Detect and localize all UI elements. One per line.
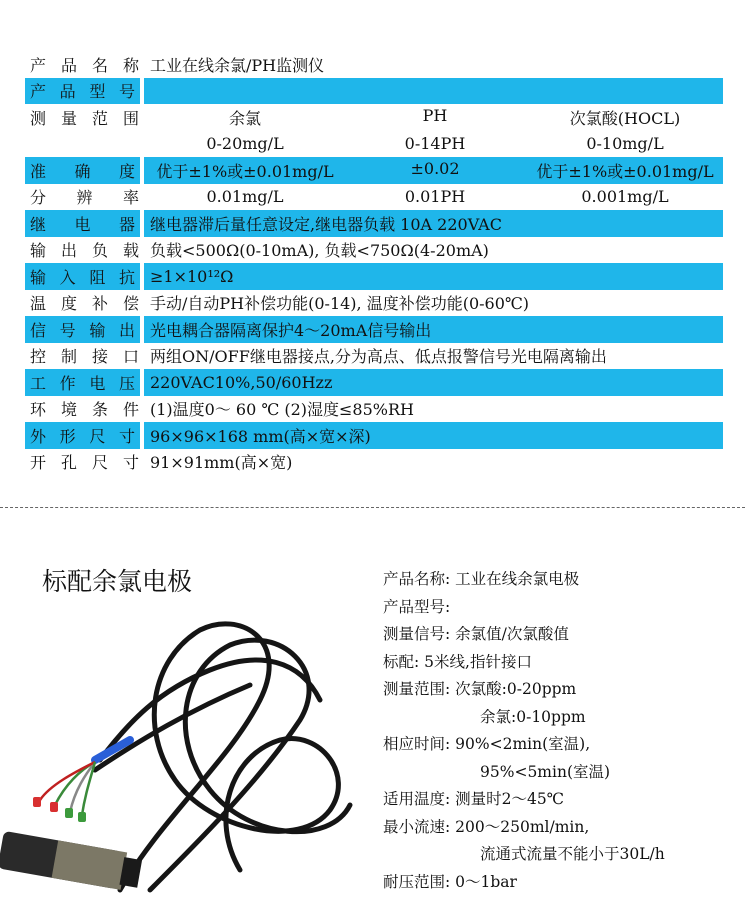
spec-label-char: 信 — [30, 320, 47, 340]
spec-label-char: 寸 — [122, 453, 139, 473]
spec-col-value: 优于±1%或±0.01mg/L — [156, 161, 334, 181]
spec-row — [25, 396, 723, 423]
info-line — [383, 869, 733, 897]
info-key: 耐压范围: — [383, 872, 451, 891]
spec-label — [25, 78, 144, 105]
spec-row — [25, 422, 723, 449]
spec-label-char: 确 — [74, 161, 91, 181]
info-value: 工业在线余氯电极 — [450, 570, 580, 588]
spec-label-char: 开 — [30, 453, 47, 473]
spec-label-char: 电 — [74, 214, 91, 234]
spec-label — [25, 422, 144, 449]
info-key: 产品型号: — [383, 597, 451, 616]
spec-value — [144, 78, 723, 105]
info-line — [383, 676, 733, 704]
spec-table — [25, 51, 723, 475]
spec-row — [25, 157, 723, 184]
spec-label-char: 量 — [60, 108, 77, 128]
spec-label-char: 形 — [59, 426, 76, 446]
spec-label-char: 继 — [30, 214, 47, 234]
spec-col-value: 余氯 — [228, 108, 261, 128]
spec-label — [25, 396, 144, 423]
spec-row — [25, 210, 723, 237]
info-key: 测量范围: — [383, 680, 451, 698]
spec-label-char: 压 — [118, 373, 135, 393]
spec-label-char: 制 — [60, 347, 77, 367]
spec-row — [25, 290, 723, 317]
spec-value — [144, 157, 723, 184]
spec-label-char: 温 — [30, 294, 47, 314]
spec-label — [25, 263, 144, 290]
spec-label — [25, 369, 144, 396]
info-key: 标配: — [383, 652, 420, 671]
spec-label-char: 件 — [122, 400, 139, 420]
spec-value: 负载<500Ω(0-10mA), 负载<750Ω(4-20mA) — [150, 241, 489, 261]
spec-value: 继电器滞后量任意设定,继电器负载 10A 220VAC — [144, 210, 723, 237]
info-line — [383, 594, 733, 622]
spec-label-char: 号 — [59, 320, 76, 340]
spec-label-char: 产 — [30, 55, 47, 75]
spec-label-char: 作 — [59, 373, 76, 393]
spec-value: 96×96×168 mm(高×宽×深) — [144, 422, 723, 449]
spec-label-char: 口 — [122, 347, 139, 367]
spec-label-char: 入 — [59, 267, 76, 287]
spec-label-char: 环 — [30, 400, 47, 420]
spec-row — [25, 104, 723, 131]
info-value: 90%<2min(室温), — [450, 735, 591, 753]
info-key: 相应时间: — [383, 735, 451, 753]
spec-label — [25, 316, 144, 343]
spec-label-char: 寸 — [118, 426, 135, 446]
spec-row — [25, 316, 723, 343]
spec-col-value: 0-20mg/L — [206, 134, 284, 154]
info-line — [383, 566, 733, 594]
spec-label-char: 尺 — [89, 426, 106, 446]
spec-label-char: 孔 — [60, 453, 77, 473]
divider — [0, 507, 745, 508]
info-key: 产品名称: — [383, 570, 451, 588]
spec-label-char: 品 — [60, 55, 77, 75]
spec-col-value: 次氯酸(HOCL) — [569, 108, 681, 128]
spec-label-char: 产 — [30, 82, 47, 102]
spec-row — [25, 237, 723, 264]
spec-label — [25, 449, 144, 476]
spec-label-char: 补 — [91, 294, 108, 314]
spec-col-value: 0.001mg/L — [581, 187, 669, 207]
spec-label — [25, 157, 144, 184]
info-key: 适用温度: — [383, 790, 451, 808]
spec-label-char: 名 — [91, 55, 108, 75]
spec-col-value: ±0.02 — [410, 158, 460, 178]
spec-label-char: 称 — [122, 55, 139, 75]
info-line — [383, 731, 733, 759]
info-value: 5米线,指针接口 — [419, 652, 532, 671]
spec-label-char: 条 — [91, 400, 108, 420]
electrode-info — [383, 566, 733, 896]
spec-label-char: 度 — [118, 161, 135, 181]
spec-label-char: 输 — [89, 320, 106, 340]
spec-label-char: 出 — [118, 320, 135, 340]
spec-label-char: 外 — [30, 426, 47, 446]
info-value: 余氯值/次氯酸值 — [450, 625, 569, 643]
spec-value: 91×91mm(高×宽) — [150, 453, 293, 473]
spec-col-value: 0-14PH — [404, 134, 466, 154]
spec-label — [25, 104, 144, 131]
spec-label-char: 出 — [60, 241, 77, 261]
info-value: 0～1bar — [450, 872, 517, 891]
info-line — [383, 649, 733, 677]
spec-label-char: 负 — [91, 241, 108, 261]
spec-row — [25, 449, 723, 476]
spec-label-char: 型 — [89, 82, 106, 102]
spec-label — [25, 51, 144, 78]
spec-value: 光电耦合器隔离保护4～20mA信号输出 — [144, 316, 723, 343]
spec-value — [144, 184, 723, 211]
spec-label — [25, 210, 144, 237]
spec-row — [25, 369, 723, 396]
spec-label-char: 号 — [118, 82, 135, 102]
spec-label — [25, 131, 144, 158]
spec-value: 工业在线余氯/PH监测仪 — [150, 55, 325, 75]
spec-col-value: 0.01PH — [404, 187, 466, 207]
spec-label-char: 阻 — [89, 267, 106, 287]
info-line — [383, 786, 733, 814]
spec-value: (1)温度0～ 60 ℃ (2)湿度≤85%RH — [150, 400, 414, 420]
spec-label-char: 度 — [60, 294, 77, 314]
spec-row — [25, 184, 723, 211]
spec-row — [25, 131, 723, 158]
spec-value: ≥1×10¹²Ω — [144, 263, 723, 290]
spec-label — [25, 237, 144, 264]
spec-label-char: 范 — [91, 108, 108, 128]
spec-label-char: 测 — [30, 108, 47, 128]
spec-label-char: 辨 — [76, 188, 93, 208]
info-key: 测量信号: — [383, 625, 451, 643]
info-line — [383, 704, 733, 732]
spec-label-char: 围 — [122, 108, 139, 128]
spec-label-char: 电 — [89, 373, 106, 393]
spec-label-char: 工 — [30, 373, 47, 393]
spec-label-char: 载 — [122, 241, 139, 261]
spec-label-char: 境 — [60, 400, 77, 420]
spec-col-value: 0.01mg/L — [206, 187, 284, 207]
info-line — [383, 814, 733, 842]
spec-label-char: 抗 — [118, 267, 135, 287]
spec-label-char: 器 — [118, 214, 135, 234]
spec-label — [25, 343, 144, 370]
info-line — [383, 621, 733, 649]
spec-label-char: 品 — [59, 82, 76, 102]
product-title: 标配余氯电极 — [42, 567, 193, 596]
spec-row — [25, 78, 723, 105]
info-value: 次氯酸:0-20ppm — [450, 680, 577, 698]
spec-label-char: 分 — [30, 188, 47, 208]
info-key: 最小流速: — [383, 817, 451, 836]
spec-row — [25, 343, 723, 370]
spec-value: 手动/自动PH补偿功能(0-14), 温度补偿功能(0-60℃) — [150, 294, 530, 314]
spec-label-char: 控 — [30, 347, 47, 367]
spec-label-char: 偿 — [122, 294, 139, 314]
info-line — [383, 841, 733, 869]
spec-label-char: 输 — [30, 241, 47, 261]
spec-value — [144, 104, 723, 131]
info-line — [383, 759, 733, 787]
spec-label-char: 率 — [122, 188, 139, 208]
spec-col-value: 优于±1%或±0.01mg/L — [536, 161, 714, 181]
info-value: 测量时2～45℃ — [450, 790, 565, 808]
spec-value: 220VAC10%,50/60Hzz — [144, 369, 723, 396]
spec-row — [25, 263, 723, 290]
chlorine-electrode-photo — [0, 590, 380, 899]
spec-label-char: 尺 — [91, 453, 108, 473]
info-value: 95%<5min(室温) — [480, 762, 611, 781]
spec-row — [25, 51, 723, 78]
spec-value — [144, 131, 723, 158]
spec-label — [25, 290, 144, 317]
spec-label — [25, 184, 144, 211]
spec-label-char: 准 — [30, 161, 47, 181]
spec-col-value: 0-10mg/L — [586, 134, 664, 154]
info-value: 余氯:0-10ppm — [480, 707, 586, 726]
spec-label-char: 输 — [30, 267, 47, 287]
info-value: 流通式流量不能小于30L/h — [480, 845, 665, 863]
spec-col-value: PH — [422, 105, 448, 125]
spec-value: 两组ON/OFF继电器接点,分为高点、低点报警信号光电隔离输出 — [150, 347, 607, 367]
spec-label-char: 接 — [91, 347, 108, 367]
info-value: 200～250ml/min, — [450, 817, 590, 836]
